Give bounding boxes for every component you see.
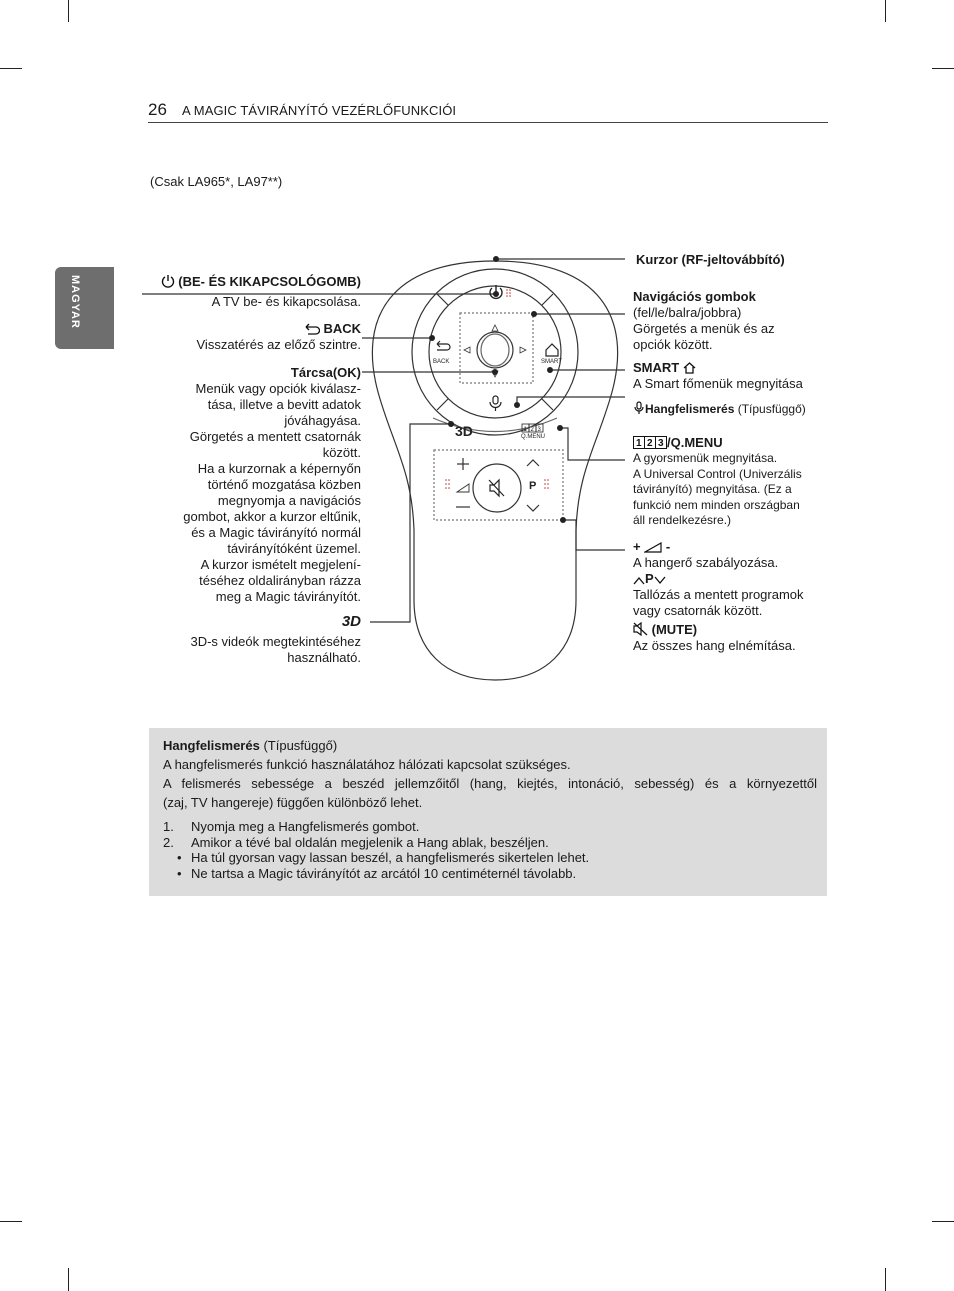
page-number: 26 <box>148 100 167 119</box>
back-title: BACK <box>323 321 361 336</box>
info-step <box>163 819 817 835</box>
label-qmenu <box>633 435 843 529</box>
wheel-desc-line: megnyomja a navigációs <box>217 493 361 508</box>
wheel-desc-line: tása, illetve a bevitt adatok <box>207 397 361 412</box>
wheel-desc-line: Görgetés a mentett csatornák <box>189 429 361 444</box>
wheel-desc-line: meg a Magic távirányítót. <box>215 589 361 604</box>
remote-qmenu-label: Q.MENU <box>521 434 545 440</box>
mute-desc: Az összes hang elnémítása. <box>633 638 796 653</box>
remote-back-label: BACK <box>433 359 450 365</box>
wheel-desc-line: történő mozgatása közben <box>207 477 361 492</box>
info-step <box>163 835 817 851</box>
bullet-text: Ha túl gyorsan vagy lassan beszél, a hangfelismerés sikertelen lehet. <box>191 850 590 865</box>
voice-info-box <box>149 728 827 896</box>
label-wheel <box>131 365 361 605</box>
wheel-desc-line: között. <box>322 445 361 460</box>
three-d-icon: 3D <box>341 613 361 630</box>
remote-mic-icon <box>490 396 501 411</box>
smart-title: SMART <box>633 360 680 375</box>
qmenu-desc-line: áll rendelkezésre.) <box>633 513 732 527</box>
remote-smart-icon <box>546 344 558 356</box>
remote-mute-icon <box>489 480 504 496</box>
model-note: (Csak LA965*, LA97**) <box>150 174 283 189</box>
qmenu-desc-line: funkció nem minden országban <box>633 497 800 512</box>
wheel-desc-line: jóváhagyása. <box>284 413 361 428</box>
crop-mark <box>932 1221 954 1222</box>
step-number: 2. <box>163 834 174 850</box>
three-d-desc-line: használható. <box>287 650 361 665</box>
qmenu-title: /Q.MENU <box>667 435 723 450</box>
wheel-desc-line: és a Magic távirányító normál <box>191 525 361 540</box>
wheel-desc-line: gombot, akkor a kurzor eltűnik, <box>183 509 361 524</box>
language-tab-label: MAGYAR <box>69 275 81 329</box>
program-label: P <box>645 571 654 586</box>
wheel-desc-line: távirányítóként üzemel. <box>227 541 361 556</box>
power-desc: A TV be- és kikapcsolása. <box>211 294 361 309</box>
remote-p-label: P <box>529 480 537 492</box>
chevron-up-icon <box>633 576 645 585</box>
qmenu-desc-line: A gyorsmenük megnyitása. <box>633 451 778 465</box>
label-nav <box>633 289 833 353</box>
mute-icon <box>633 622 648 636</box>
label-volume <box>633 539 843 619</box>
mute-title: (MUTE) <box>651 622 698 637</box>
label-mute <box>633 622 843 654</box>
wheel-desc-line: Menük vagy opciók kiválasz- <box>195 381 361 396</box>
power-title: (BE- ÉS KIKAPCSOLÓGOMB) <box>178 274 361 289</box>
info-title-note: (Típusfüggő) <box>263 738 338 753</box>
wheel-title: Tárcsa(OK) <box>290 365 361 380</box>
smart-desc: A Smart főmenük megnyitása <box>633 376 803 391</box>
crop-mark <box>68 1268 69 1291</box>
nav-desc-line: (fel/le/balra/jobbra) <box>633 305 742 320</box>
volume-desc: A hangerő szabályozása. <box>633 555 779 570</box>
leader-qmenu <box>560 428 625 460</box>
wheel-desc-line: A kurzor ismételt megjelení- <box>200 557 361 572</box>
remote-smart-label: SMART <box>541 359 562 365</box>
voice-title: Hangfelismerés <box>645 402 735 416</box>
power-icon <box>161 274 175 288</box>
remote-back-icon <box>437 341 450 350</box>
svg-text:1: 1 <box>636 438 642 449</box>
label-back <box>131 321 361 353</box>
voice-note: (Típusfüggő) <box>737 402 806 416</box>
back-icon <box>304 323 320 335</box>
program-desc-line: vagy csatornák között. <box>633 603 763 618</box>
crop-mark <box>0 1221 22 1222</box>
volume-plus: + <box>633 539 641 554</box>
wheel-ok <box>477 332 513 368</box>
qmenu-desc-line: távirányító) megnyitása. (Ez a <box>633 482 792 496</box>
info-line: (zaj, TV hangereje) függően különböző lehet. <box>163 795 423 810</box>
leader-volume <box>563 520 625 550</box>
page-title: A MAGIC TÁVIRÁNYÍTÓ VEZÉRLŐFUNKCIÓI <box>182 103 457 118</box>
leader-3d <box>370 424 451 622</box>
remote-digit-label: 2 <box>530 427 534 433</box>
remote-digit-label: 1 <box>523 427 527 433</box>
step-text: Nyomja meg a Hangfelismerés gombot. <box>191 819 420 834</box>
mic-icon <box>633 401 645 415</box>
step-number: 1. <box>163 819 174 834</box>
program-desc-line: Tallózás a mentett programok <box>633 587 804 602</box>
svg-text:2: 2 <box>647 438 653 449</box>
nav-desc-line: Görgetés a menük és az <box>633 321 775 336</box>
volume-icon <box>644 542 662 553</box>
label-voice <box>633 401 833 418</box>
three-d-desc-line: 3D-s videók megtekintéséhez <box>190 634 361 649</box>
nav-ring-inner <box>429 286 561 418</box>
back-desc: Visszatérés az előző szintre. <box>196 337 361 352</box>
info-bullet: • Ne tartsa a Magic távirányítót az arcától 10 centiméternél távolabb. <box>177 865 577 881</box>
home-icon <box>683 362 696 374</box>
volume-minus: - <box>665 539 671 554</box>
nav-title: Navigációs gombok <box>633 289 756 304</box>
digits-123-icon <box>633 436 667 449</box>
label-cursor: Kurzor (RF-jeltovábbító) <box>636 252 785 267</box>
chevron-down-icon <box>654 576 666 585</box>
svg-text:3: 3 <box>658 438 664 449</box>
nav-desc-line: opciók között. <box>633 337 713 352</box>
remote-digit-label: 3 <box>537 427 541 433</box>
remote-body-outline <box>372 261 617 680</box>
bullet-text: Ne tartsa a Magic távirányítót az arcától 10 centiméternél távolabb. <box>191 865 577 881</box>
label-3d <box>131 614 361 666</box>
qmenu-desc-line: A Universal Control (Univerzális <box>633 466 802 481</box>
info-line: A felismerés sebessége a beszéd jellemzőitől (hang, kiejtés, intonáció, sebesség) és a környezettől <box>163 776 817 791</box>
label-smart <box>633 360 843 392</box>
wheel-desc-line: téséhez oldalirányban rázza <box>199 573 361 588</box>
info-line: A hangfelismerés funkció használatához hálózati kapcsolat szükséges. <box>163 757 571 772</box>
crop-mark <box>885 1268 886 1291</box>
info-title: Hangfelismerés <box>163 738 260 753</box>
label-power <box>131 274 361 310</box>
remote-3d-label: 3D <box>455 423 473 439</box>
info-bullet: • Ha túl gyorsan vagy lassan beszél, a hangfelismerés sikertelen lehet. <box>177 850 590 865</box>
wheel-desc-line: Ha a kurzornak a képernyőn <box>197 461 361 476</box>
step-text: Amikor a tévé bal oldalán megjelenik a Hang ablak, beszéljen. <box>191 834 549 850</box>
